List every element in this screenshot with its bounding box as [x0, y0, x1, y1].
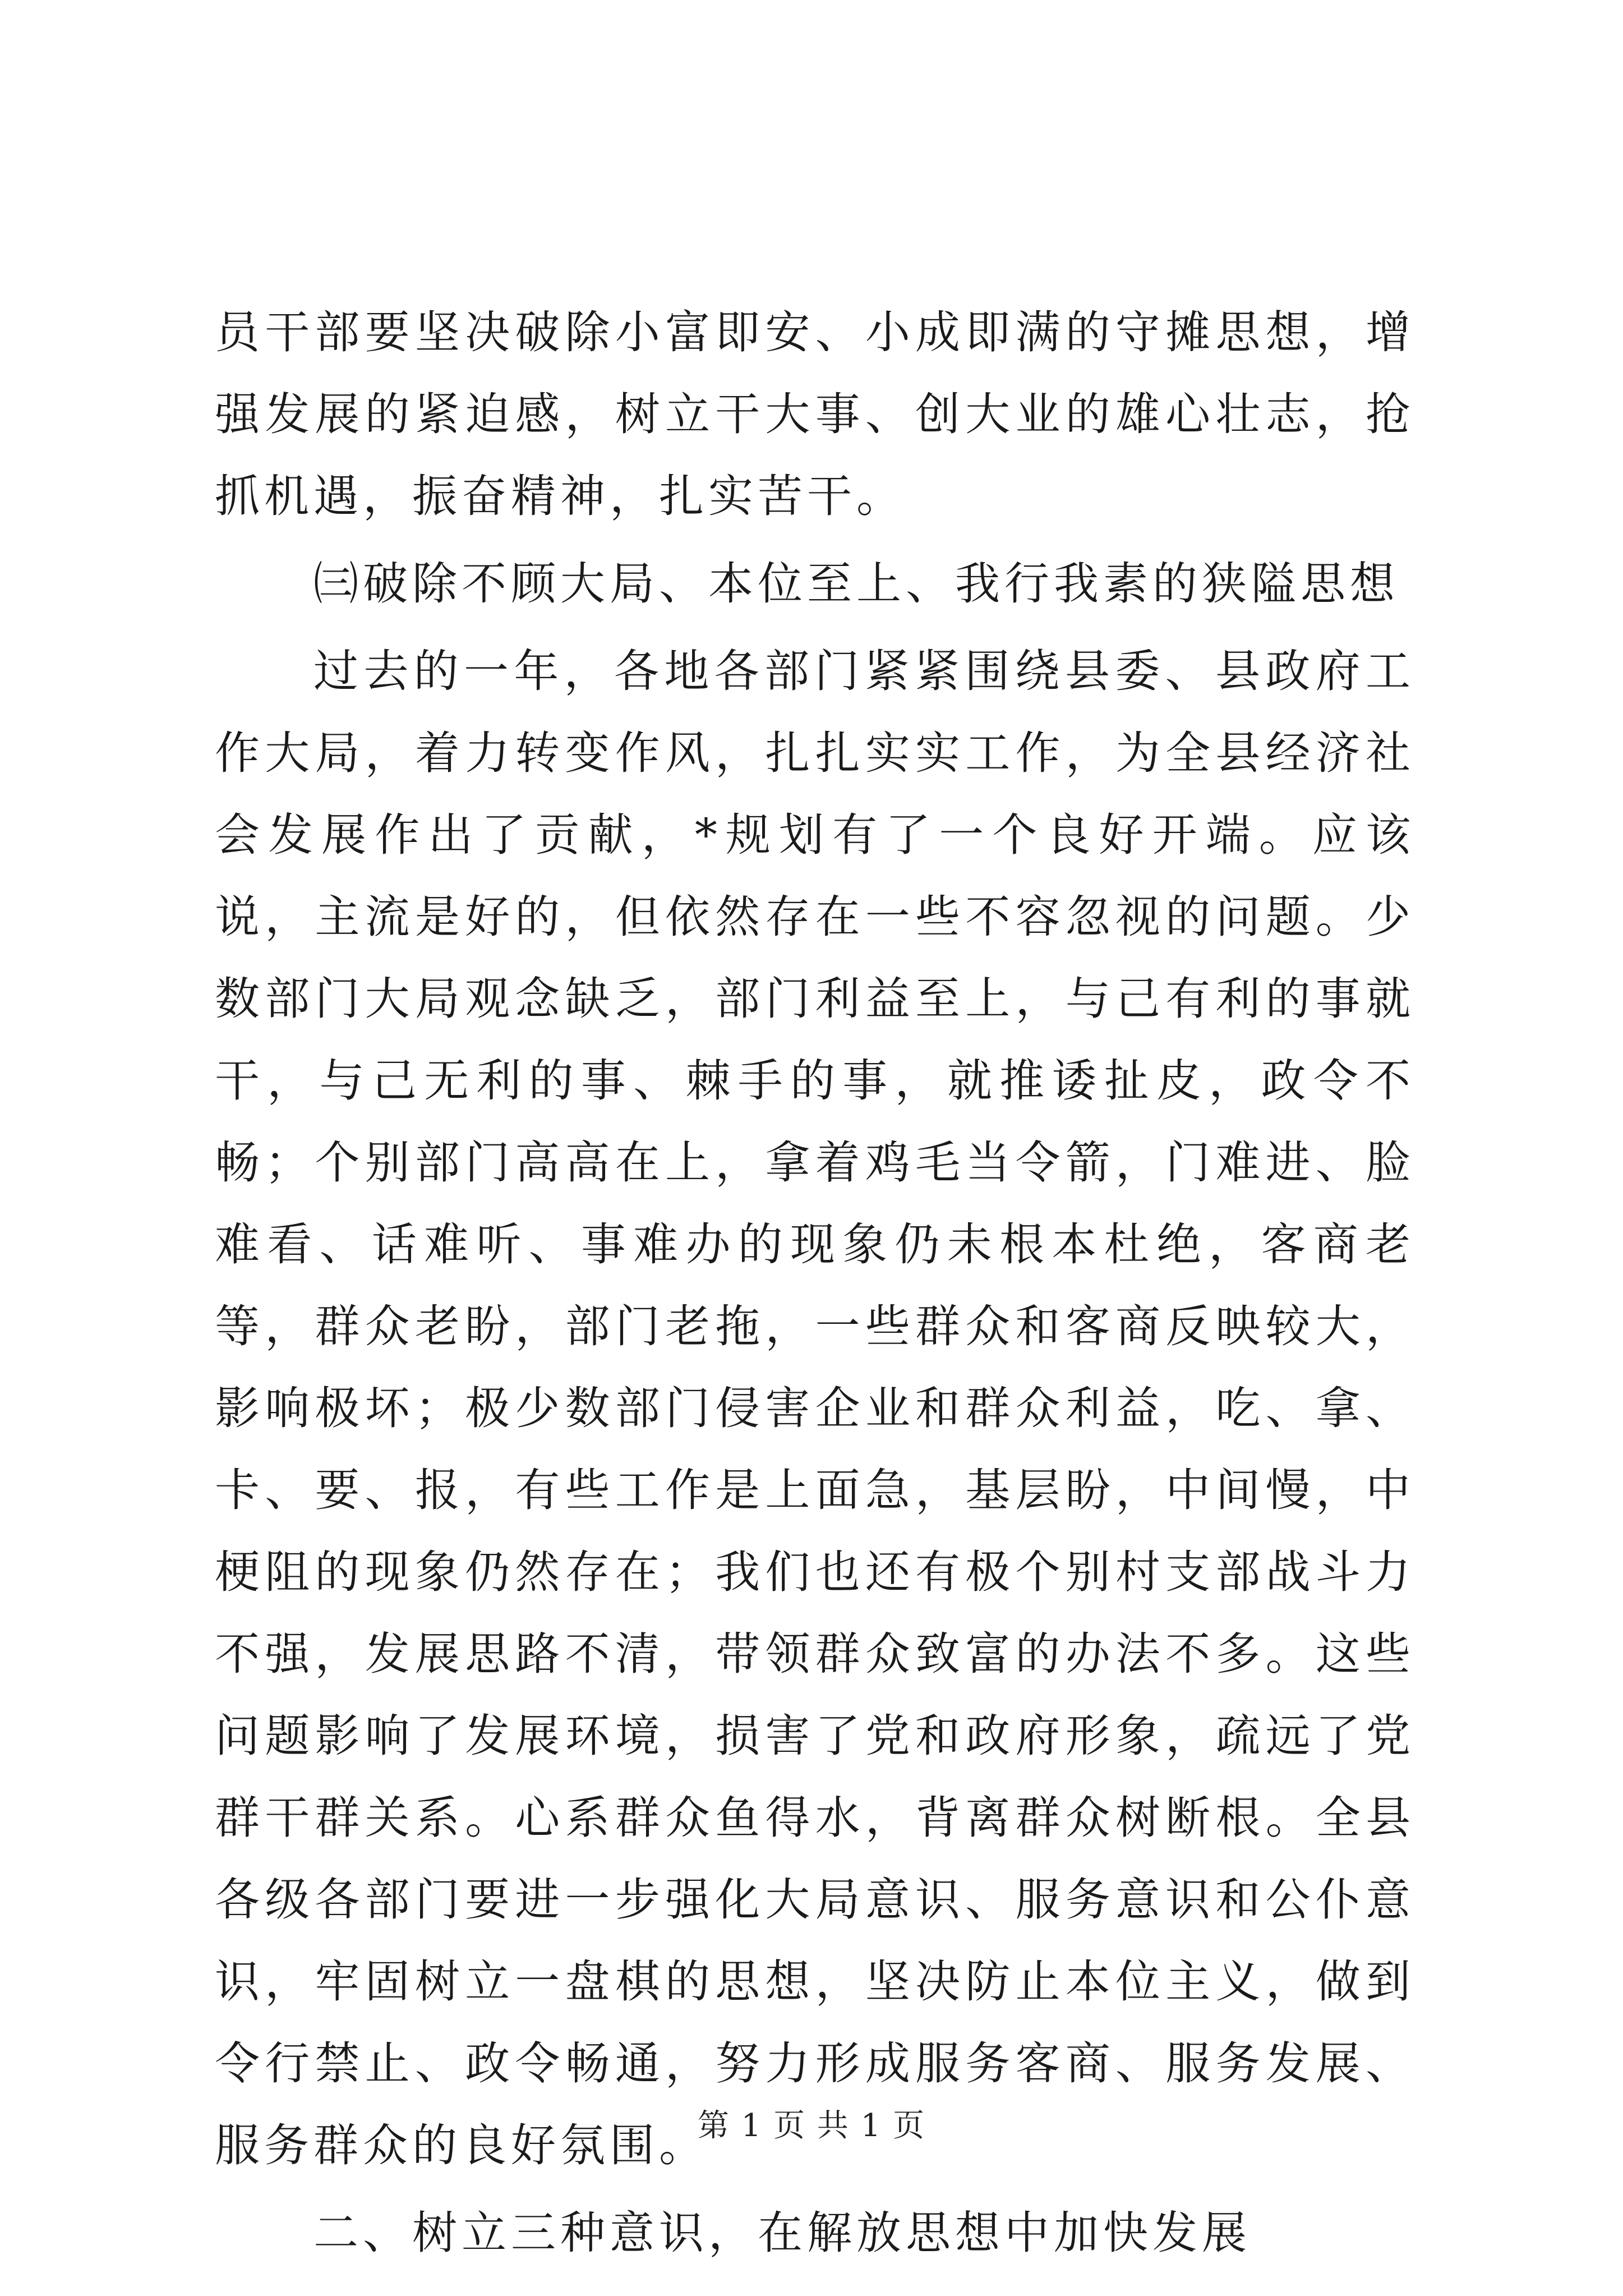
paragraph-main: 过去的一年，各地各部门紧紧围绕县委、县政府工作大局，着力转变作风，扎扎实实工作，为全县经济社会发展作出了贡献，*规划有了一个良好开端。应该说，主流是好的，但依然存在一些不容忽视的问题。少数部门大局观念缺乏，部门利益至上，与己有利的事就干，与己无利的事、棘手的事，就推诿扯皮，政令不畅；个别部门高高在上，拿着鸡毛当令箭，门难进、脸难看、话难听、事难办的现象仍未根本杜绝，客商老等，群众老盼，部门老拖，一些群众和客商反映较大，影响极坏；极少数部门侵害企业和群众利益，吃、拿、卡、要、报，有些工作是上面急，基层盼，中间慢，中梗阻的现象仍然存在；我们也还有极个别村支部战斗力不强，发展思路不清，带领群众致富的办法不多。这些问题影响了发展环境，损害了党和政府形象，疏远了党群干群关系。心系群众鱼得水，背离群众树断根。全县各级各部门要进一步强化大局意识、服务意识和公仆意识，牢固树立一盘棋的思想，坚决防止本位主义，做到令行禁止、政令畅通，努力形成服务客商、服务发展、服务群众的良好氛围。 — [215, 645, 1415, 2171]
document-body — [215, 292, 1415, 2274]
page-number-footer: 第 1 页 共 1 页 — [697, 2108, 926, 2144]
section-heading-2: 二、树立三种意识，在解放思想中加快发展 — [313, 2207, 1251, 2259]
section-heading-3: ㈢破除不顾大局、本位至上、我行我素的狭隘思想 — [313, 558, 1399, 610]
paragraph-continuation: 员干部要坚决破除小富即安、小成即满的守摊思想，增强发展的紧迫感，树立干大事、创大业的雄心壮志，抢抓机遇，振奋精神，扎实苦干。 — [215, 306, 1415, 522]
